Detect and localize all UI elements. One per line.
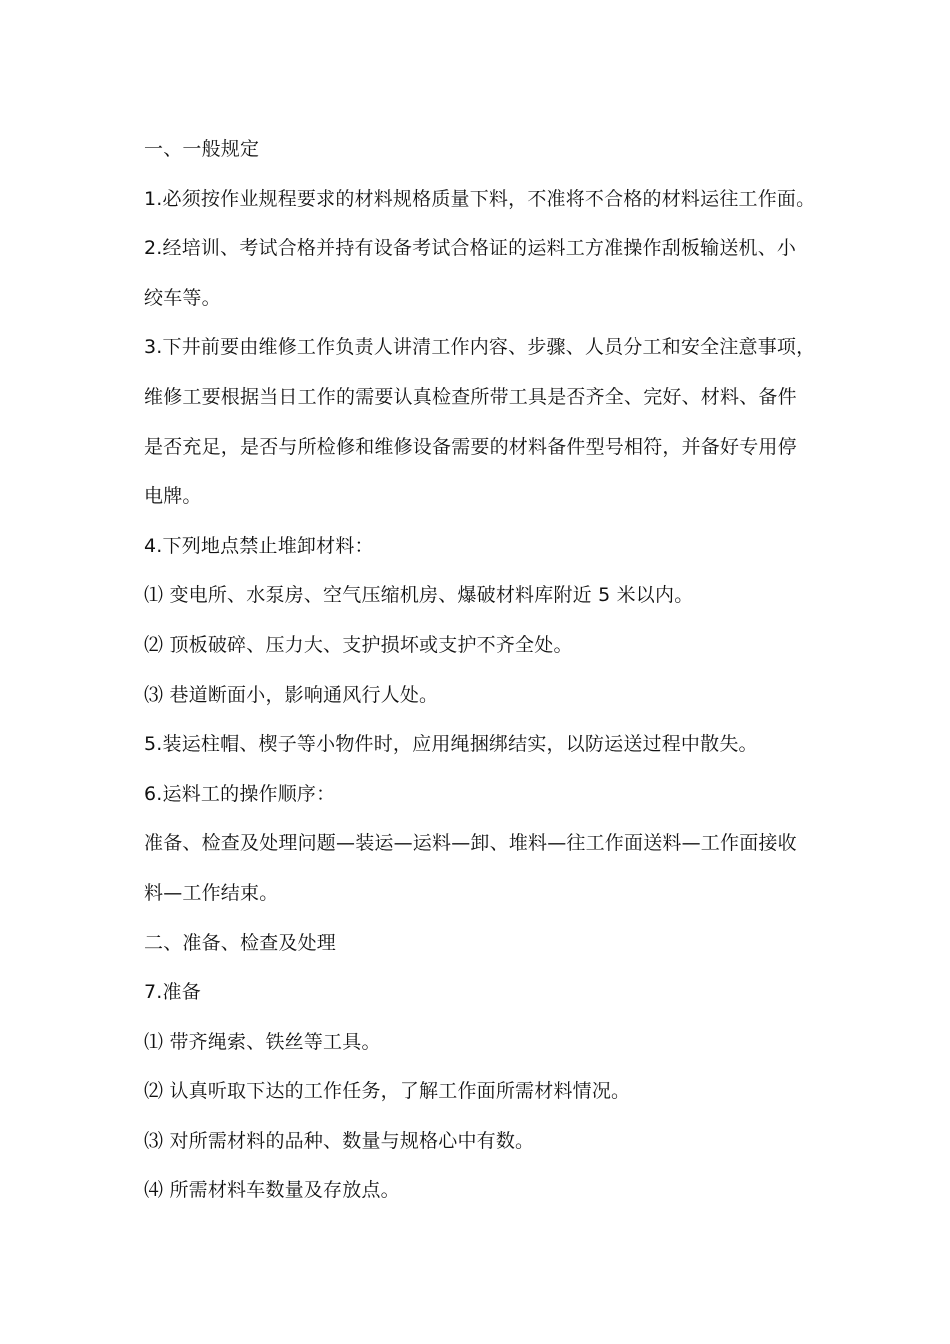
document-body xyxy=(144,125,824,1216)
paragraph-line: 料—工作结束。 xyxy=(144,881,279,904)
section-heading: 一、一般规定 xyxy=(144,138,260,160)
paragraph-line: 准备、检查及处理问题—装运—运料—卸、堆料—往工作面送料—工作面接收 xyxy=(144,832,797,855)
paragraph-line: 是否充足，是否与所检修和维修设备需要的材料备件型号相符，并备好专用停 xyxy=(144,435,797,458)
paragraph-line: 4.下列地点禁止堆卸材料： xyxy=(144,534,374,557)
paragraph-line: 3.下井前要由维修工作负责人讲清工作内容、步骤、人员分工和安全注意事项， xyxy=(144,336,816,359)
list-item: ⑶ 巷道断面小，影响通风行人处。 xyxy=(144,683,439,706)
paragraph-line: 绞车等。 xyxy=(144,286,221,309)
paragraph-line: 5.装运柱帽、楔子等小物件时，应用绳捆绑结实，以防运送过程中散失。 xyxy=(144,733,758,756)
list-item: ⑷ 所需材料车数量及存放点。 xyxy=(144,1179,400,1202)
paragraph-line: 6.运料工的操作顺序： xyxy=(144,782,336,805)
paragraph-line: 1.必须按作业规程要求的材料规格质量下料，不准将不合格的材料运往工作面。 xyxy=(144,187,816,210)
paragraph-line: 维修工要根据当日工作的需要认真检查所带工具是否齐全、完好、材料、备件 xyxy=(144,385,797,408)
paragraph-line: 7.准备 xyxy=(144,981,201,1004)
list-item: ⑵ 认真听取下达的工作任务，了解工作面所需材料情况。 xyxy=(144,1080,631,1103)
section-heading: 二、准备、检查及处理 xyxy=(144,931,337,954)
list-item: ⑵ 顶板破碎、压力大、支护损坏或支护不齐全处。 xyxy=(144,633,573,656)
list-item: ⑴ 变电所、水泵房、空气压缩机房、爆破材料库附近 5 米以内。 xyxy=(144,584,694,607)
list-item: ⑴ 带齐绳索、铁丝等工具。 xyxy=(144,1030,381,1053)
paragraph-line: 电牌。 xyxy=(144,485,202,508)
list-item: ⑶ 对所需材料的品种、数量与规格心中有数。 xyxy=(144,1129,535,1152)
paragraph-line: 2.经培训、考试合格并持有设备考试合格证的运料工方准操作刮板输送机、小 xyxy=(144,237,797,260)
